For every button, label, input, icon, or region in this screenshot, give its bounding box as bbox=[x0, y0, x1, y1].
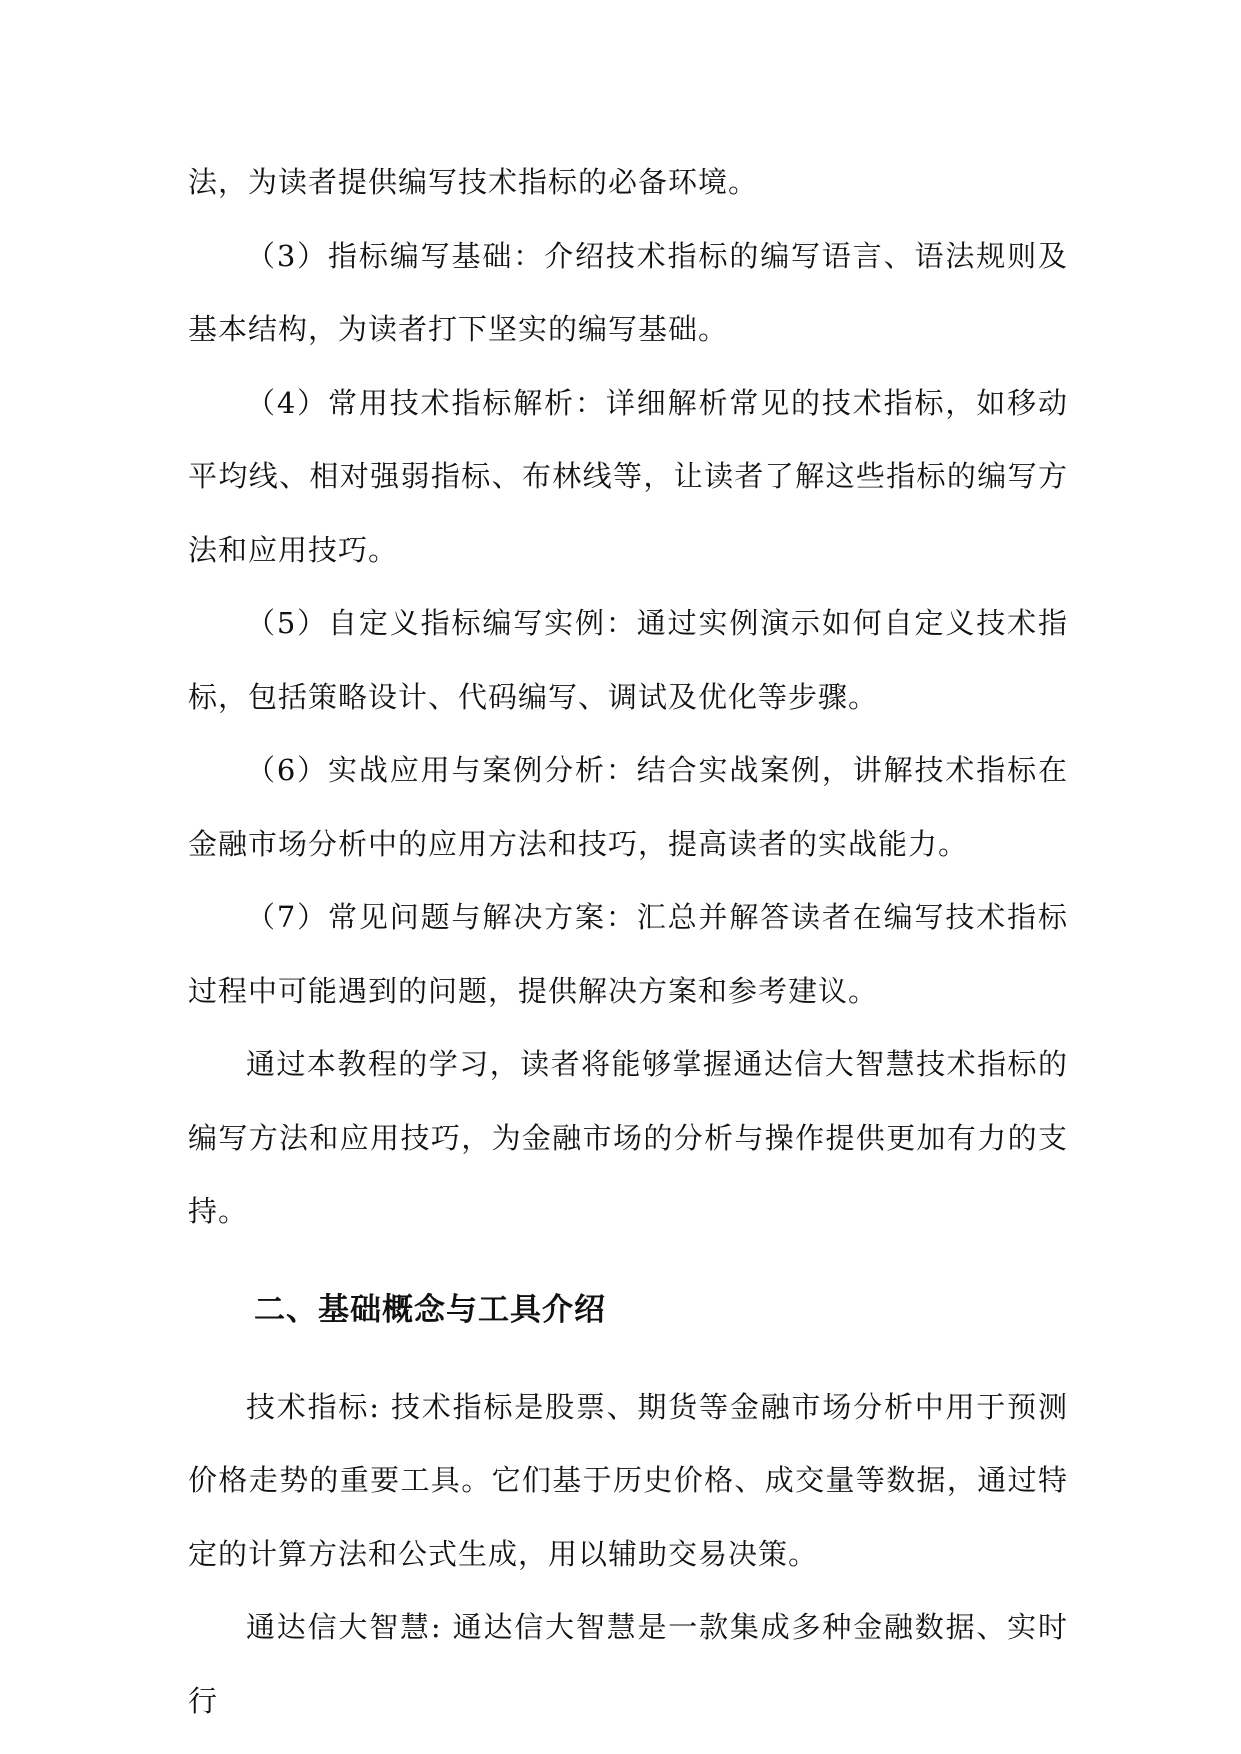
list-item-6: （6）实战应用与案例分析：结合实战案例，讲解技术指标在金融市场分析中的应用方法和技巧，提高读者的实战能力。 bbox=[188, 753, 1068, 861]
paragraph-continuation: 法，为读者提供编写技术指标的必备环境。 bbox=[188, 165, 759, 199]
list-item-5: （5）自定义指标编写实例：通过实例演示如何自定义技术指标，包括策略设计、代码编写、调试及优化等步骤。 bbox=[188, 606, 1068, 714]
summary-paragraph: 通过本教程的学习，读者将能够掌握通达信大智慧技术指标的编写方法和应用技巧，为金融市场的分析与操作提供更加有力的支持。 bbox=[188, 1047, 1068, 1228]
list-item-3: （3）指标编写基础：介绍技术指标的编写语言、语法规则及基本结构，为读者打下坚实的编写基础。 bbox=[188, 238, 1068, 346]
page-content bbox=[188, 146, 1068, 1738]
definition-software: 通达信大智慧: 通达信大智慧是一款集成多种金融数据、实时行 bbox=[188, 1610, 1068, 1718]
list-item-7: （7）常见问题与解决方案：汇总并解答读者在编写技术指标过程中可能遇到的问题，提供解决方案和参考建议。 bbox=[188, 900, 1068, 1008]
definition-technical-indicator: 技术指标: 技术指标是股票、期货等金融市场分析中用于预测价格走势的重要工具。它们基于历史价格、成交量等数据，通过特定的计算方法和公式生成，用以辅助交易决策。 bbox=[188, 1389, 1068, 1571]
list-item-4: （4）常用技术指标解析：详细解析常见的技术指标，如移动平均线、相对强弱指标、布林线等，让读者了解这些指标的编写方法和应用技巧。 bbox=[188, 385, 1068, 567]
section-heading: 二、基础概念与工具介绍 bbox=[254, 1291, 606, 1328]
